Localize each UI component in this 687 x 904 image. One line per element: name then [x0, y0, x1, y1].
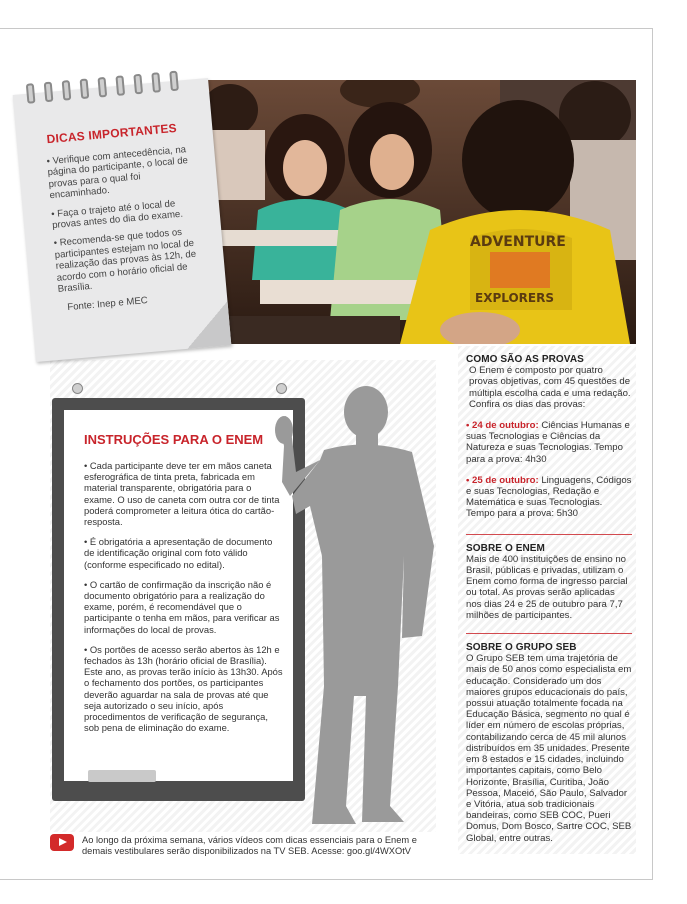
provas-intro: O Enem é composto por quatro provas objetivas, com 45 questões de múltipla escolha cada e uma redação. Confira os dias das provas:	[469, 365, 631, 410]
spiral-ring	[44, 82, 54, 103]
spiral-ring	[133, 74, 143, 95]
board-surface	[64, 410, 293, 781]
shirt-text-bottom: EXPLORERS	[475, 291, 554, 305]
exam-day-1	[466, 420, 632, 465]
shirt-text-top: ADVENTURE	[470, 234, 566, 250]
spiral-ring	[62, 80, 72, 101]
page-curl	[184, 301, 232, 349]
section-divider	[466, 633, 632, 634]
seb-text: O Grupo SEB tem uma trajetória de mais de 50 anos como especialista em educação. Considerado um dos maiores grupos educacionais do país, possui atuação totalmente focada na Educação Básica, segmento no qual é líder em número de escolas próprias, contabilizando cerca de 45 mil alunos distribuídos em 35 unidades. Presente em 8 estados e 15 cidades, incluindo importantes capitais, como Belo Horizonte, Brasília, Curitiba, João Pessoa, Maceió, São Paulo, Salvador e Vitória, atua sob tradicionais bandeiras, como SEB COC, Pueri Domus, Dom Bosco, Sartre COC, SEB Global, entre outras.	[466, 653, 632, 844]
instruction-item: • Os portões de acesso serão abertos às 12h e fechados às 13h (horário oficial de Brasília). Este ano, as provas terão início às 13h30. Após o fechamento dos portões, os participantes deverão aguardar na sala de provas até que seja autorizado o seu início, após procedimentos de verificação de segurança, sob pena de eliminação do exame.	[84, 643, 283, 734]
tip-item: • Verifique com antecedência, na página do participante, o local de provas para o qual foi encaminhado.	[46, 144, 189, 202]
seb-heading: SOBRE O GRUPO SEB	[466, 642, 577, 654]
spiral-ring	[169, 71, 179, 92]
board-pin	[72, 383, 83, 394]
sidebar-info	[466, 354, 632, 851]
spiral-ring	[151, 72, 161, 93]
exam-day-2-text: Linguagens, Códigos e suas Tecnologias, Redação e Matemática e suas Tecnologias. Tempo para a prova: 5h30	[466, 474, 632, 520]
students-photo-art	[200, 80, 636, 344]
enem-text: Mais de 400 instituições de ensino no Brasil, públicas e privadas, utilizam o Enem como forma de ingresso parcial ou total. As provas serão aplicadas nos dias 24 e 25 de outubro para 7,7 milhões de participantes.	[466, 553, 628, 621]
exam-day-1-text: Ciências Humanas e suas Tecnologias e Ciências da Natureza e suas Tecnologias. Tempo para a prova: 4h30	[466, 420, 630, 465]
exam-day-2	[466, 475, 632, 520]
youtube-icon	[50, 834, 74, 851]
tip-item: • Faça o trajeto até o local de provas antes do dia do exame.	[50, 197, 184, 232]
tip-item: • Recomenda-se que todos os participantes estejam no local de realização das provas às 12h, de acordo com o horário oficial de Brasília.	[53, 227, 197, 295]
tips-title: DICAS IMPORTANTES	[46, 120, 178, 147]
video-note: Ao longo da próxima semana, vários vídeos com dicas essenciais para o Enem e demais vestibulares serão disponibilizados na TV SEB. Acesse: goo.gl/4WXOtV	[82, 835, 417, 856]
spiral-ring	[26, 83, 36, 104]
instructions-title: INSTRUÇÕES PARA O ENEM	[84, 432, 264, 447]
exam-day-2-date: • 25 de outubro:	[466, 474, 539, 486]
tips-source: Fonte: Inep e MEC	[66, 295, 149, 314]
provas-heading: COMO SÃO AS PROVAS	[466, 354, 584, 365]
teacher-silhouette-icon	[262, 386, 442, 836]
spiral-ring	[80, 78, 90, 99]
spiral-ring	[97, 77, 107, 98]
tips-list	[46, 143, 210, 321]
instruction-item: • Cada participante deve ter em mãos caneta esferográfica de tinta preta, fabricada em material transparente, obrigatória para o exame. O uso de caneta com outra cor de tinta poderá comprometer a leitura ótica do cartão-resposta.	[84, 460, 280, 528]
instruction-item: • O cartão de confirmação da inscrição não é documento obrigatório para a realização do exame, porém, é recomendável que o participante o tenha em mãos, para verificar as informações do local de provas.	[84, 578, 280, 635]
section-divider	[466, 534, 632, 535]
board-eraser	[88, 770, 156, 782]
instructions-list	[84, 460, 284, 742]
instruction-item: • É obrigatória a apresentação de documento de identificação original com foto válido (conforme especificado no edital).	[84, 536, 273, 570]
students-photo	[200, 80, 636, 344]
enem-heading: SOBRE O ENEM	[466, 542, 545, 554]
spiral-ring	[115, 75, 125, 96]
tips-notepad	[13, 78, 232, 362]
exam-day-1-date: • 24 de outubro:	[466, 420, 539, 432]
